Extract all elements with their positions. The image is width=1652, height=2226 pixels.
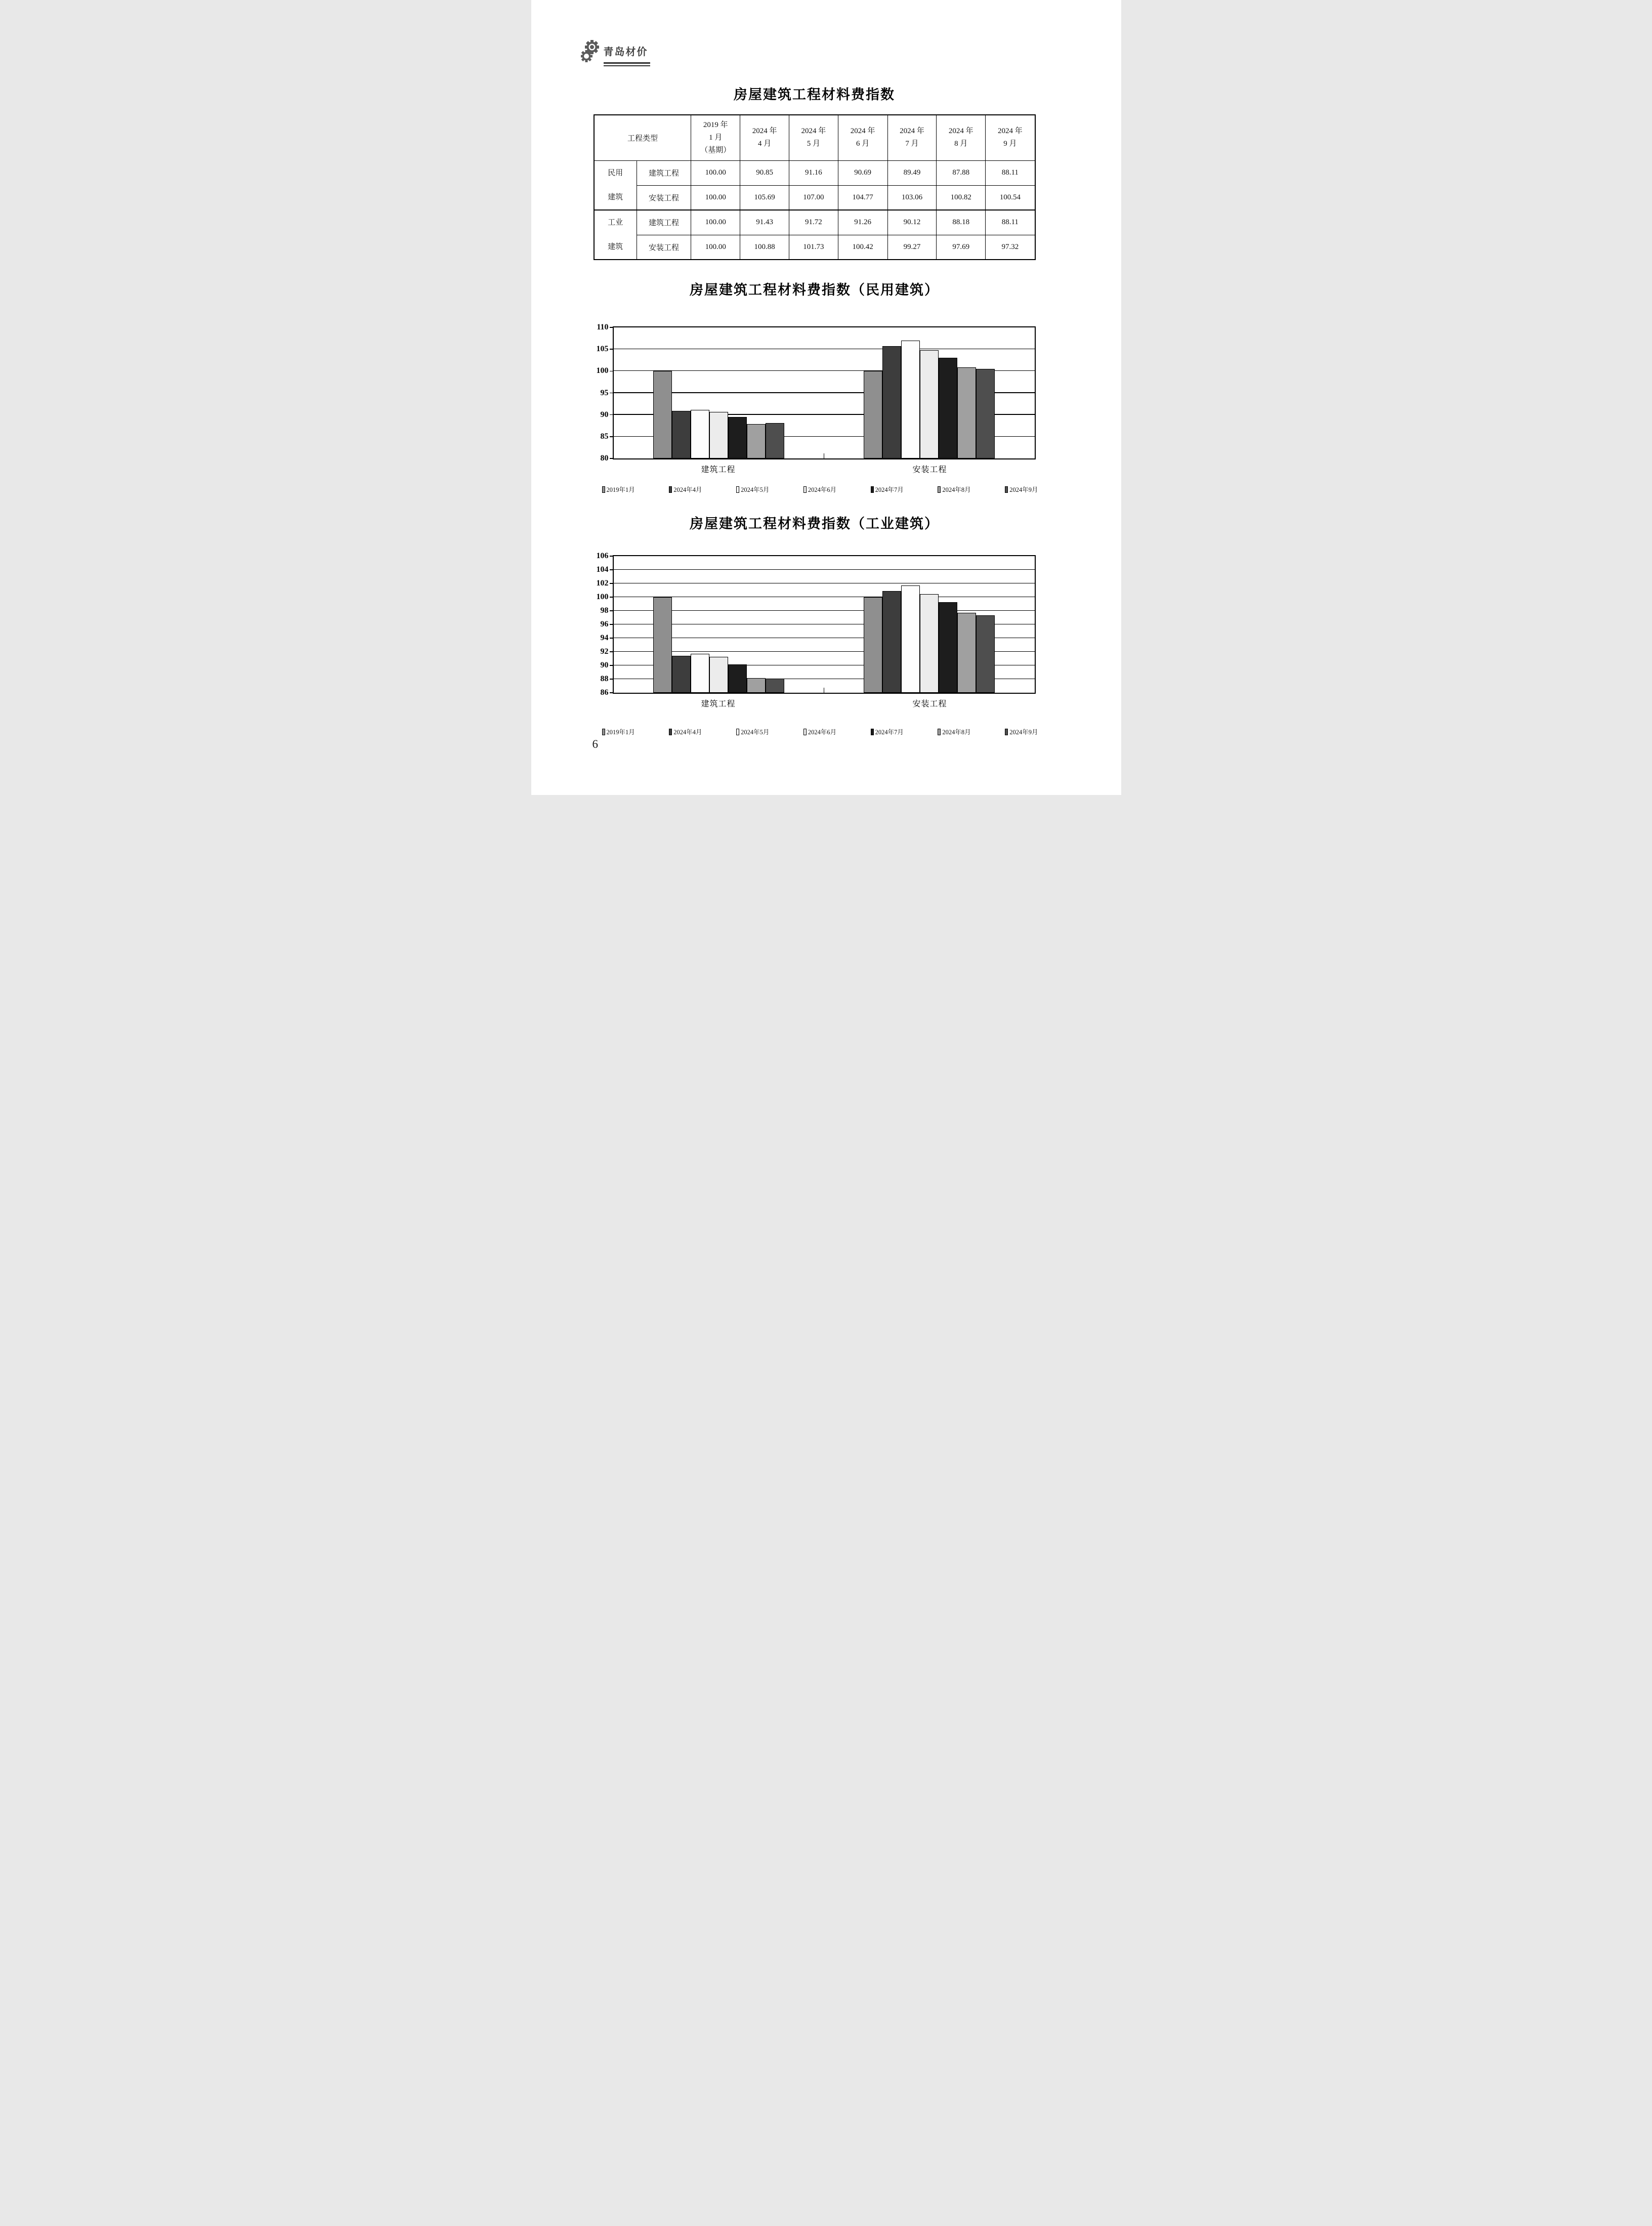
legend-label: 2024年4月 bbox=[673, 729, 702, 736]
y-axis-label: 105 bbox=[596, 345, 609, 354]
row-group-label: 工业 建筑 bbox=[594, 210, 637, 260]
index-value: 103.06 bbox=[887, 185, 937, 210]
legend-label: 2019年1月 bbox=[606, 729, 635, 736]
x-axis-category-tick bbox=[824, 453, 825, 458]
index-table bbox=[594, 114, 1036, 260]
legend-label: 2024年9月 bbox=[1009, 729, 1038, 736]
legend-swatch bbox=[871, 486, 874, 493]
table-row bbox=[594, 160, 1035, 185]
index-value: 100.82 bbox=[937, 185, 986, 210]
index-value: 91.72 bbox=[789, 210, 838, 235]
row-label: 建筑工程 bbox=[637, 160, 691, 185]
bar-安装工程-2019年1月 bbox=[864, 371, 882, 458]
y-axis-tick bbox=[610, 651, 613, 652]
legend-item bbox=[938, 485, 970, 494]
index-value: 100.00 bbox=[691, 235, 740, 260]
legend-item bbox=[669, 727, 702, 736]
chart-title-industrial: 房屋建筑工程材料费指数（工业建筑） bbox=[690, 516, 939, 531]
col-header-2024-07: 2024 年 7 月 bbox=[887, 115, 937, 160]
category-label: 安装工程 bbox=[912, 700, 947, 708]
index-value: 91.43 bbox=[740, 210, 789, 235]
legend-swatch bbox=[1005, 729, 1008, 735]
legend-swatch bbox=[938, 486, 941, 493]
legend-item bbox=[736, 727, 769, 736]
col-header-2024-09: 2024 年 9 月 bbox=[986, 115, 1035, 160]
bar-建筑工程-2024年5月 bbox=[691, 654, 709, 693]
index-value: 100.00 bbox=[691, 185, 740, 210]
index-value: 88.11 bbox=[986, 160, 1035, 185]
legend-label: 2024年8月 bbox=[942, 486, 971, 493]
legend-item bbox=[736, 485, 769, 494]
y-axis-label: 88 bbox=[600, 675, 609, 683]
bar-建筑工程-2024年6月 bbox=[709, 657, 728, 693]
index-value: 88.18 bbox=[937, 210, 986, 235]
plot-area-industrial bbox=[596, 552, 1036, 697]
category-label: 建筑工程 bbox=[701, 466, 736, 474]
legend-label: 2024年9月 bbox=[1009, 486, 1038, 493]
y-axis-tick bbox=[610, 665, 613, 666]
y-axis-label: 100 bbox=[596, 593, 609, 601]
bar-建筑工程-2024年4月 bbox=[672, 656, 691, 693]
y-axis-tick bbox=[610, 679, 613, 680]
legend-swatch bbox=[669, 729, 672, 735]
row-label: 安装工程 bbox=[637, 185, 691, 210]
y-axis-tick bbox=[610, 349, 613, 350]
y-axis-tick bbox=[610, 569, 613, 570]
legend-item bbox=[803, 485, 836, 494]
legend-item bbox=[803, 727, 836, 736]
index-value: 99.27 bbox=[887, 235, 937, 260]
chart-legend-industrial bbox=[602, 727, 1038, 736]
bar-建筑工程-2024年4月 bbox=[672, 411, 691, 458]
index-value: 91.26 bbox=[838, 210, 887, 235]
y-axis-tick bbox=[610, 371, 613, 372]
y-axis-label: 92 bbox=[600, 647, 609, 656]
bar-安装工程-2024年9月 bbox=[976, 369, 995, 458]
bar-建筑工程-2024年5月 bbox=[691, 410, 709, 458]
legend-swatch bbox=[938, 729, 941, 735]
y-axis-label: 90 bbox=[600, 661, 609, 669]
legend-swatch bbox=[669, 486, 672, 493]
bar-安装工程-2024年4月 bbox=[882, 591, 901, 693]
y-axis-label: 96 bbox=[600, 620, 609, 628]
y-axis-label: 80 bbox=[600, 454, 609, 463]
legend-item bbox=[1005, 485, 1038, 494]
y-axis-label: 95 bbox=[600, 388, 609, 397]
index-value: 105.69 bbox=[740, 185, 789, 210]
bar-安装工程-2024年7月 bbox=[939, 358, 957, 458]
bar-安装工程-2024年8月 bbox=[957, 613, 976, 693]
bar-安装工程-2024年7月 bbox=[939, 602, 957, 693]
category-label: 建筑工程 bbox=[701, 700, 736, 708]
bar-建筑工程-2024年8月 bbox=[747, 424, 766, 458]
legend-label: 2024年6月 bbox=[808, 729, 837, 736]
y-axis-label: 102 bbox=[596, 579, 609, 587]
bar-建筑工程-2024年8月 bbox=[747, 678, 766, 693]
table-row bbox=[594, 210, 1035, 235]
row-label: 安装工程 bbox=[637, 235, 691, 260]
col-header-type: 工程类型 bbox=[594, 115, 691, 160]
chart-title-civil: 房屋建筑工程材料费指数（民用建筑） bbox=[690, 282, 939, 298]
index-value: 97.69 bbox=[937, 235, 986, 260]
index-value: 100.00 bbox=[691, 210, 740, 235]
col-header-2024-08: 2024 年 8 月 bbox=[937, 115, 986, 160]
y-axis-label: 106 bbox=[596, 552, 609, 560]
legend-swatch bbox=[602, 486, 605, 493]
index-value: 88.11 bbox=[986, 210, 1035, 235]
y-axis-label: 90 bbox=[600, 410, 609, 419]
legend-item bbox=[1005, 727, 1038, 736]
logo-text: 青岛材价 bbox=[603, 47, 648, 58]
bar-安装工程-2024年8月 bbox=[957, 367, 976, 458]
bar-安装工程-2019年1月 bbox=[864, 597, 882, 693]
y-axis-tick bbox=[610, 414, 613, 415]
bar-安装工程-2024年6月 bbox=[920, 594, 939, 693]
legend-label: 2024年7月 bbox=[875, 486, 904, 493]
index-value: 100.54 bbox=[986, 185, 1035, 210]
legend-swatch bbox=[736, 729, 739, 735]
bar-建筑工程-2024年9月 bbox=[766, 679, 784, 693]
bar-建筑工程-2019年1月 bbox=[653, 597, 672, 693]
legend-swatch bbox=[803, 486, 807, 493]
chart-industrial-buildings bbox=[594, 516, 1036, 736]
col-header-2024-06: 2024 年 6 月 bbox=[838, 115, 887, 160]
legend-swatch bbox=[602, 729, 605, 735]
y-axis-tick bbox=[610, 692, 613, 693]
row-group-label: 民用 建筑 bbox=[594, 160, 637, 210]
index-value: 90.12 bbox=[887, 210, 937, 235]
legend-swatch bbox=[1005, 486, 1008, 493]
index-value: 90.69 bbox=[838, 160, 887, 185]
index-value: 91.16 bbox=[789, 160, 838, 185]
y-axis-label: 94 bbox=[600, 634, 609, 642]
index-value: 101.73 bbox=[789, 235, 838, 260]
category-labels-civil bbox=[613, 463, 1036, 475]
index-value: 107.00 bbox=[789, 185, 838, 210]
table-title: 房屋建筑工程材料费指数 bbox=[734, 87, 895, 102]
legend-swatch bbox=[871, 729, 874, 735]
y-axis-tick bbox=[610, 393, 613, 394]
bar-建筑工程-2024年7月 bbox=[728, 664, 747, 693]
gridline bbox=[614, 569, 1035, 570]
plot-area-civil bbox=[596, 323, 1036, 463]
col-header-2024-05: 2024 年 5 月 bbox=[789, 115, 838, 160]
bar-建筑工程-2024年6月 bbox=[709, 412, 728, 458]
bar-建筑工程-2024年7月 bbox=[728, 417, 747, 458]
legend-item bbox=[871, 485, 904, 494]
chart-legend-civil bbox=[602, 485, 1038, 494]
y-axis-label: 98 bbox=[600, 606, 609, 615]
table-row bbox=[594, 235, 1035, 260]
index-value: 104.77 bbox=[838, 185, 887, 210]
legend-label: 2024年8月 bbox=[942, 729, 971, 736]
legend-item bbox=[669, 485, 702, 494]
y-axis-tick bbox=[610, 597, 613, 598]
bar-安装工程-2024年5月 bbox=[901, 585, 920, 693]
index-value: 100.88 bbox=[740, 235, 789, 260]
y-axis-tick bbox=[610, 327, 613, 328]
legend-label: 2024年6月 bbox=[808, 486, 837, 493]
category-label: 安装工程 bbox=[912, 466, 947, 474]
y-axis-tick bbox=[610, 556, 613, 557]
bar-安装工程-2024年4月 bbox=[882, 346, 901, 458]
bar-安装工程-2024年5月 bbox=[901, 341, 920, 458]
bar-安装工程-2024年6月 bbox=[920, 350, 939, 458]
index-value: 100.00 bbox=[691, 160, 740, 185]
page bbox=[531, 0, 1121, 795]
row-label: 建筑工程 bbox=[637, 210, 691, 235]
x-axis-category-tick bbox=[824, 688, 825, 693]
legend-item bbox=[871, 727, 904, 736]
chart-civil-buildings bbox=[594, 282, 1036, 494]
legend-item bbox=[938, 727, 970, 736]
legend-item bbox=[602, 485, 635, 494]
bar-建筑工程-2024年9月 bbox=[766, 423, 784, 458]
col-header-base-period: 2019 年 1 月 （基期） bbox=[691, 115, 740, 160]
index-value: 87.88 bbox=[937, 160, 986, 185]
y-axis-tick bbox=[610, 583, 613, 584]
index-value: 97.32 bbox=[986, 235, 1035, 260]
legend-swatch bbox=[736, 486, 739, 493]
y-axis-tick bbox=[610, 458, 613, 459]
y-axis-label: 110 bbox=[597, 323, 609, 331]
y-axis-label: 100 bbox=[596, 366, 609, 375]
index-value: 90.85 bbox=[740, 160, 789, 185]
y-axis-label: 86 bbox=[600, 688, 609, 697]
category-labels-industrial bbox=[613, 697, 1036, 709]
y-axis-label: 104 bbox=[596, 565, 609, 574]
bar-安装工程-2024年9月 bbox=[976, 615, 995, 693]
legend-label: 2024年5月 bbox=[741, 729, 770, 736]
legend-label: 2024年7月 bbox=[875, 729, 904, 736]
col-header-2024-04: 2024 年 4 月 bbox=[740, 115, 789, 160]
legend-item bbox=[602, 727, 635, 736]
legend-label: 2019年1月 bbox=[606, 486, 635, 493]
index-value: 89.49 bbox=[887, 160, 937, 185]
y-axis-tick bbox=[610, 436, 613, 437]
y-axis-tick bbox=[610, 624, 613, 625]
y-axis-tick bbox=[610, 610, 613, 611]
legend-label: 2024年5月 bbox=[741, 486, 770, 493]
legend-swatch bbox=[803, 729, 807, 735]
legend-label: 2024年4月 bbox=[673, 486, 702, 493]
bar-建筑工程-2019年1月 bbox=[653, 371, 672, 458]
y-axis-label: 85 bbox=[600, 432, 609, 441]
y-axis-tick bbox=[610, 638, 613, 639]
index-value: 100.42 bbox=[838, 235, 887, 260]
table-row bbox=[594, 185, 1035, 210]
gridline bbox=[614, 610, 1035, 611]
page-number: 6 bbox=[592, 738, 598, 750]
table-header-row bbox=[594, 115, 1035, 160]
